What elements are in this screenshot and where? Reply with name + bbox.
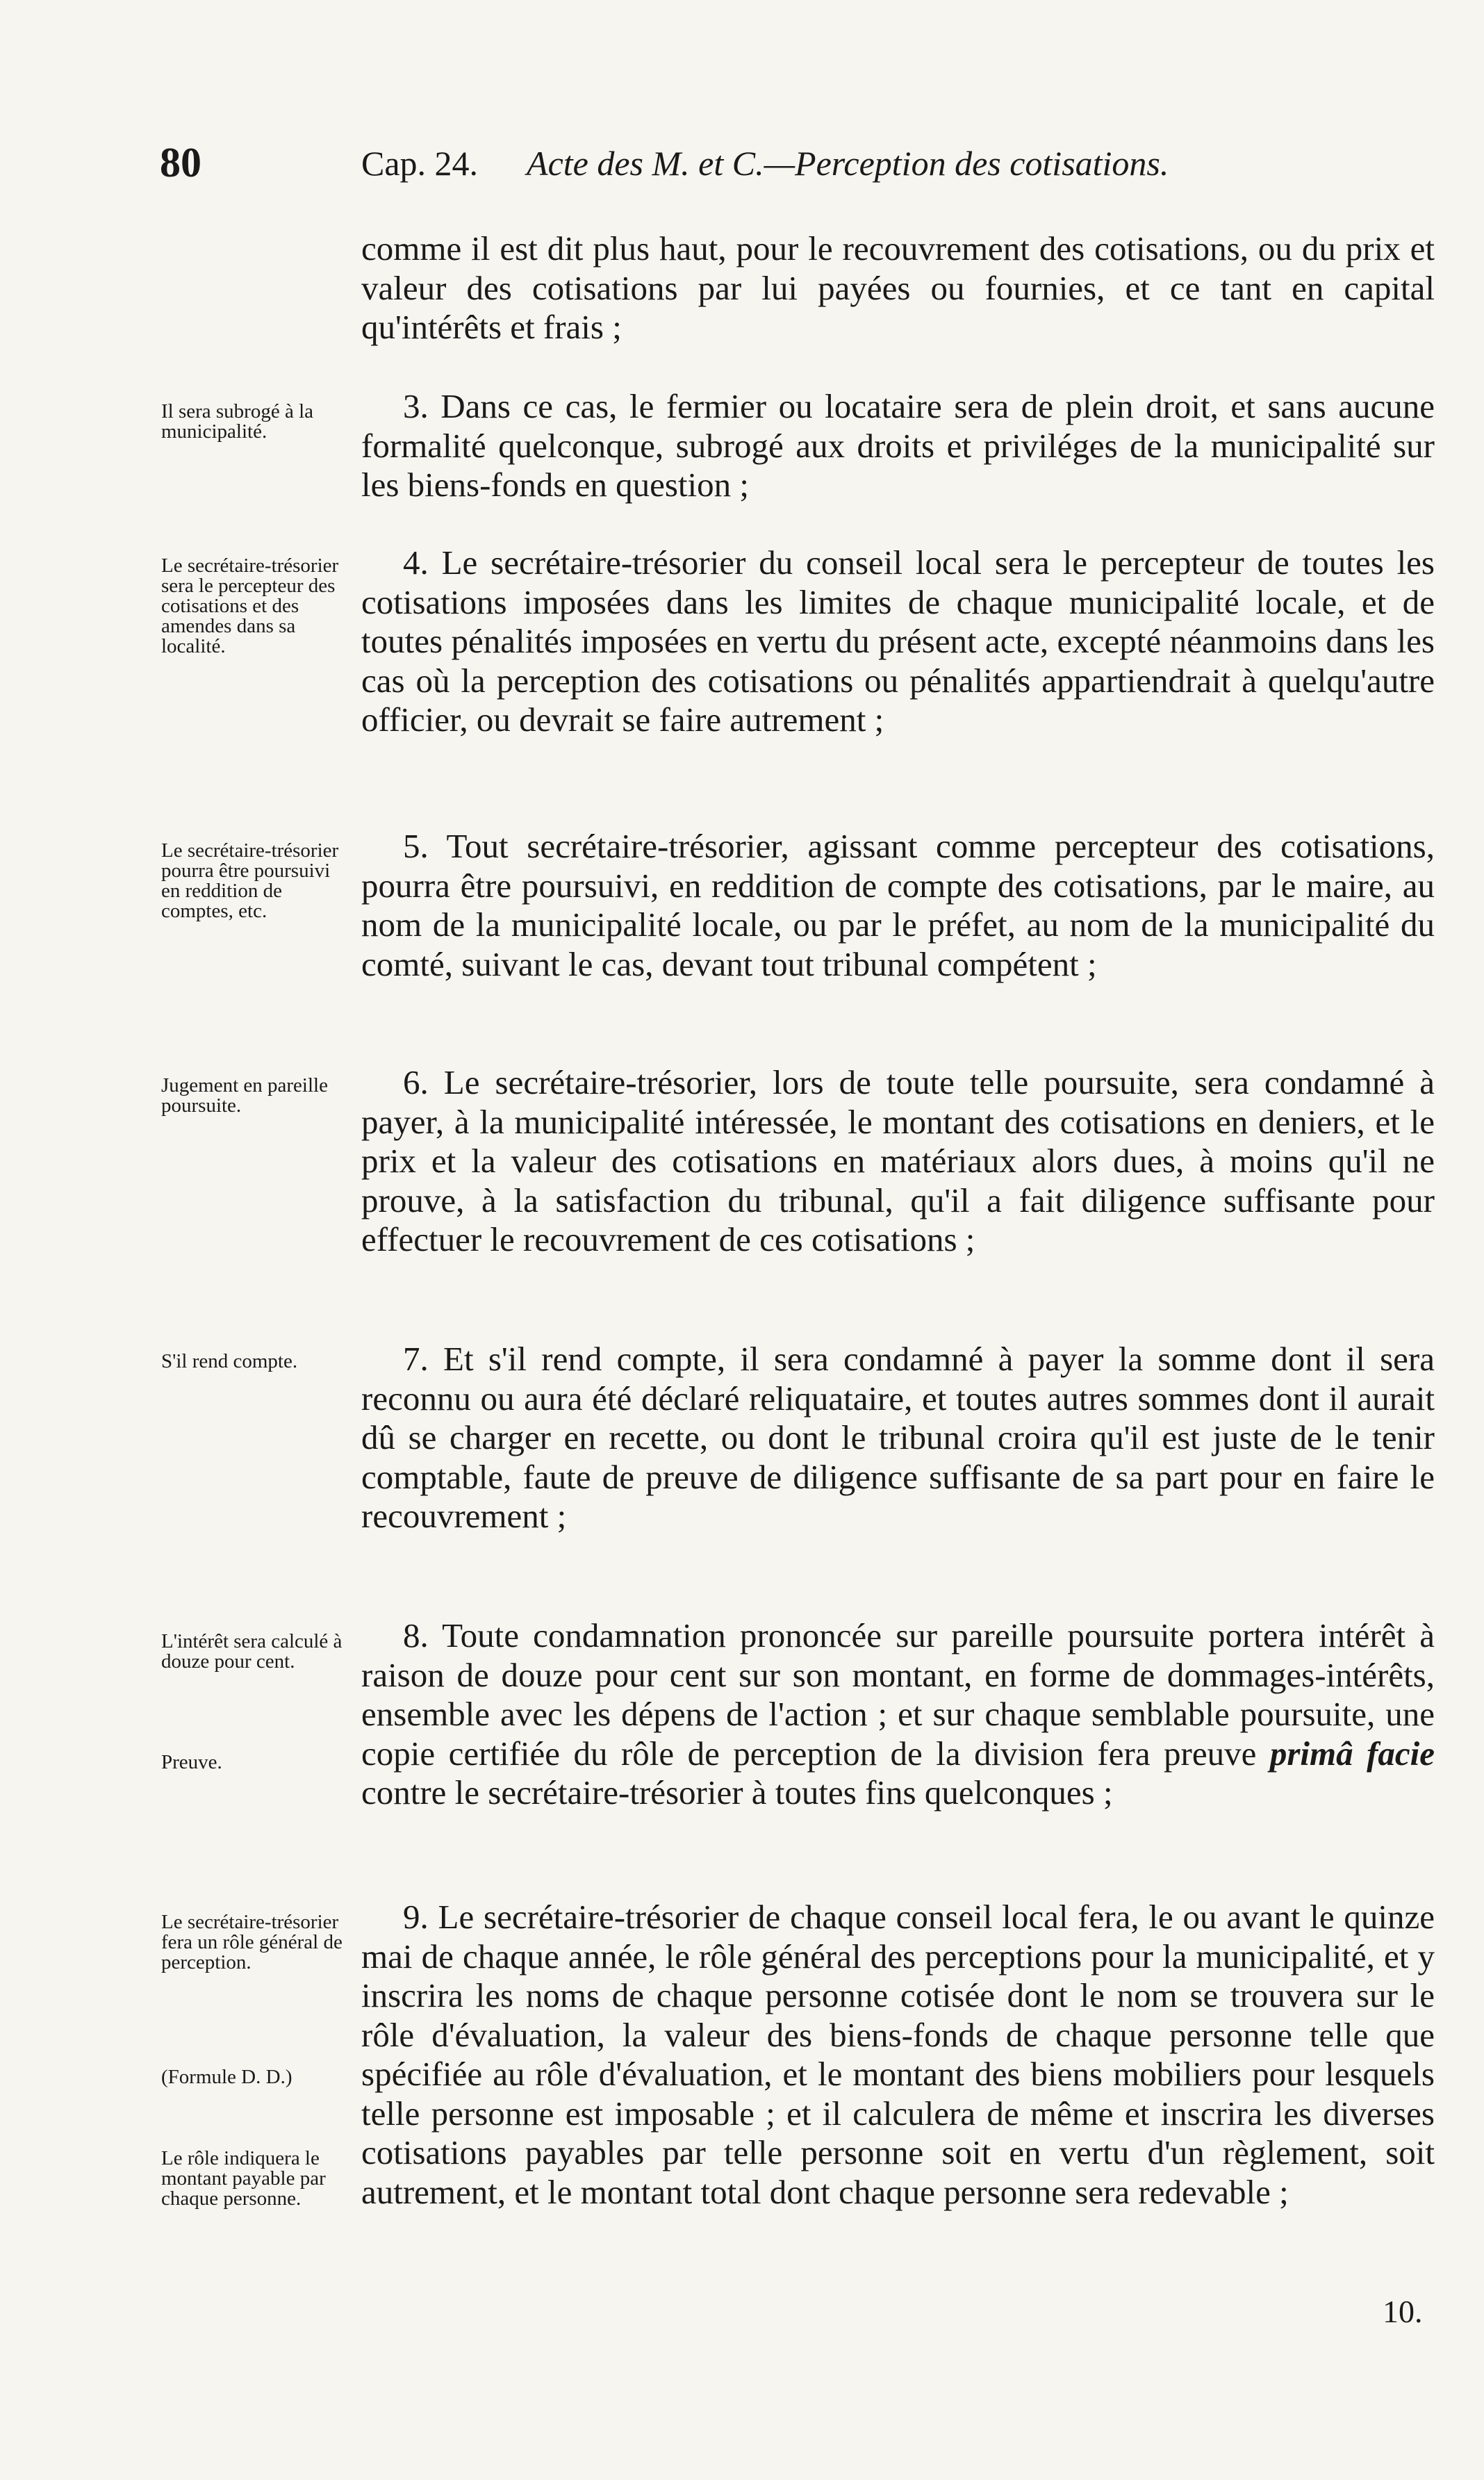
section-text: Le secrétaire-trésorier, lors de toute telle poursuite, sera condamné à payer, à la municipalité intéressée, le montant des cotisations en deniers, et le prix et la valeur des cotisations en matériaux alors dues, à moins qu'il ne prouve, à la satisfaction du tribunal, qu'il a fait diligence suffisante pour effectuer le recouvrement de ces cotisations ; <box>361 1063 1435 1258</box>
margin-note: Jugement en pareille poursuite. <box>161 1074 328 1117</box>
section-9 <box>361 1898 1435 2212</box>
section-text: Toute condamnation prononcée sur pareille poursuite portera intérêt à raison de douze pour cent sur son montant, en forme de dommages-intérêts, ensemble avec les dépens de l'action ; et sur chaque semblable poursuite, une copie certifiée du rôle de perception de la division fera preuve <box>361 1616 1435 1773</box>
margin-note: Preuve. <box>161 1751 222 1773</box>
section-number: 3. <box>403 387 429 425</box>
section-number: 7. <box>403 1340 429 1378</box>
page-header <box>160 139 1424 202</box>
section-6 <box>361 1063 1435 1260</box>
section-5 <box>361 827 1435 984</box>
intro-text: comme il est dit plus haut, pour le recouvrement des cotisations, ou du prix et valeur des cotisations par lui payées ou fournies, et ce tant en capital qu'intérêts et frais ; <box>361 229 1435 346</box>
margin-note: (Formule D. D.) <box>161 2066 292 2088</box>
running-title: Acte des M. et C.—Perception des cotisations. <box>527 144 1169 183</box>
chapter-label: Cap. 24. <box>361 144 479 183</box>
margin-note: Le secrétaire-trésorier pourra être poursuivi en reddition de comptes, etc. <box>161 839 339 922</box>
margin-note: Le secrétaire-trésorier sera le percepteur des cotisations et des amendes dans sa localité. <box>161 555 339 657</box>
margin-note: Le rôle indiquera le montant payable par chaque personne. <box>161 2147 326 2210</box>
section-4 <box>361 543 1435 740</box>
section-number: 9. <box>403 1898 429 1936</box>
section-text: Tout secrétaire-trésorier, agissant comme percepteur des cotisations, pourra être poursuivi, en reddition de compte des cotisations, par le maire, au nom de la municipalité locale, ou par le préfet, au nom de la municipalité du comté, suivant le cas, devant tout tribunal compétent ; <box>361 827 1435 983</box>
section-number: 5. <box>403 827 429 865</box>
section-number: 4. <box>403 543 429 582</box>
section-text: Dans ce cas, le fermier ou locataire sera de plein droit, et sans aucune formalité quelconque, subrogé aux droits et priviléges de la municipalité sur les biens-fonds en question ; <box>361 387 1435 504</box>
section-7 <box>361 1340 1435 1536</box>
margin-note: S'il rend compte. <box>161 1350 298 1372</box>
margin-note: Le secrétaire-trésorier fera un rôle général de perception. <box>161 1911 343 1973</box>
intro-paragraph <box>361 229 1435 347</box>
italic-phrase: primâ facie <box>1269 1734 1435 1773</box>
catchword: 10. <box>1383 2294 1423 2329</box>
section-text-end: contre le secrétaire-trésorier à toutes fins quelconques ; <box>361 1773 1113 1812</box>
section-8 <box>361 1616 1435 1813</box>
section-text: Le secrétaire-trésorier du conseil local sera le percepteur de toutes les cotisations imposées dans les limites de chaque municipalité locale, et de toutes pénalités imposées en vertu du présent acte, excepté néanmoins dans les cas où la perception des cotisations ou pénalités appartiendrait à quelqu'autre officier, ou devrait se faire autrement ; <box>361 543 1435 739</box>
section-3 <box>361 387 1435 505</box>
section-text: Et s'il rend compte, il sera condamné à payer la somme dont il sera reconnu ou aura été déclaré reliquataire, et toutes autres sommes dont il aurait dû se charger en recette, ou dont le tribunal croira qu'il est juste de le tenir comptable, faute de preuve de diligence suffisante de sa part pour en faire le recouvrement ; <box>361 1340 1435 1535</box>
page-number: 80 <box>160 140 201 186</box>
running-head <box>361 143 1169 183</box>
section-number: 8. <box>403 1616 429 1654</box>
margin-note: Il sera subrogé à la municipalité. <box>161 400 314 443</box>
section-number: 6. <box>403 1063 429 1101</box>
section-text: Le secrétaire-trésorier de chaque conseil local fera, le ou avant le quinze mai de chaque année, le rôle général des perceptions pour la municipalité, et y inscrira les noms de chaque personne cotisée dont le nom se trouvera sur le rôle d'évaluation, la valeur des biens-fonds de chaque personne telle que spécifiée au rôle d'évaluation, et le montant des biens mobiliers pour lesquels telle personne est imposable ; et il calculera de même et inscrira les diverses cotisations payables par telle personne soit en vertu d'un règlement, soit autrement, et le montant total dont chaque personne sera redevable ; <box>361 1898 1435 2211</box>
margin-note: L'intérêt sera calculé à douze pour cent. <box>161 1630 343 1673</box>
